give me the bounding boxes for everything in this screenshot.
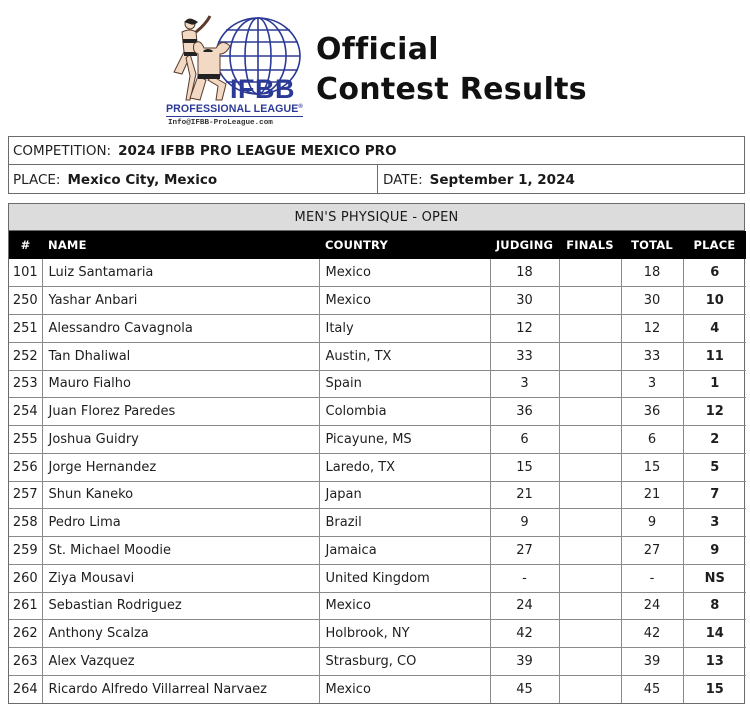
judging-score: 15	[490, 453, 559, 481]
finals-score	[559, 315, 621, 343]
athlete-name: Alex Vazquez	[42, 648, 319, 676]
finals-score	[559, 342, 621, 370]
athlete-country: Spain	[319, 370, 490, 398]
total-score: 33	[621, 342, 683, 370]
finals-score	[559, 287, 621, 315]
date-cell	[378, 165, 744, 194]
finals-score	[559, 564, 621, 592]
finals-score	[559, 675, 621, 703]
table-row	[9, 592, 746, 620]
athlete-name: Luiz Santamaria	[42, 259, 319, 287]
athlete-name: Yashar Anbari	[42, 287, 319, 315]
judging-score: 36	[490, 398, 559, 426]
placing: 12	[683, 398, 746, 426]
registered-mark: ®	[298, 104, 303, 110]
results-table-container	[8, 203, 745, 704]
athlete-number: 262	[9, 620, 42, 648]
placing: NS	[683, 564, 746, 592]
results-table	[9, 231, 746, 703]
title-line-2: Contest Results	[316, 72, 587, 107]
date-label: DATE:	[383, 171, 423, 188]
judging-score: 3	[490, 370, 559, 398]
ifbb-pro-league-logo	[160, 14, 308, 127]
athlete-number: 257	[9, 481, 42, 509]
table-row	[9, 453, 746, 481]
judging-score: 6	[490, 426, 559, 454]
table-row	[9, 287, 746, 315]
athlete-number: 255	[9, 426, 42, 454]
placing: 9	[683, 537, 746, 565]
finals-score	[559, 592, 621, 620]
placing: 11	[683, 342, 746, 370]
placing: 15	[683, 675, 746, 703]
table-row	[9, 648, 746, 676]
category-title: MEN'S PHYSIQUE - OPEN	[9, 204, 744, 231]
competition-info-box	[8, 136, 745, 194]
total-score: 27	[621, 537, 683, 565]
athlete-number: 258	[9, 509, 42, 537]
table-row	[9, 426, 746, 454]
finals-score	[559, 648, 621, 676]
athlete-country: Laredo, TX	[319, 453, 490, 481]
finals-score	[559, 259, 621, 287]
page-title	[316, 30, 587, 110]
athlete-number: 261	[9, 592, 42, 620]
table-row	[9, 564, 746, 592]
judging-score: 33	[490, 342, 559, 370]
place-value: Mexico City, Mexico	[67, 171, 218, 188]
athlete-country: Mexico	[319, 259, 490, 287]
placing: 14	[683, 620, 746, 648]
athlete-country: Mexico	[319, 675, 490, 703]
athlete-number: 101	[9, 259, 42, 287]
finals-score	[559, 426, 621, 454]
table-row	[9, 398, 746, 426]
placing: 8	[683, 592, 746, 620]
athlete-name: Ricardo Alfredo Villarreal Narvaez	[42, 675, 319, 703]
athlete-country: Japan	[319, 481, 490, 509]
judging-score: 18	[490, 259, 559, 287]
competition-value: 2024 IFBB PRO LEAGUE MEXICO PRO	[118, 142, 397, 159]
table-row	[9, 259, 746, 287]
table-row	[9, 675, 746, 703]
finals-score	[559, 537, 621, 565]
total-score: 45	[621, 675, 683, 703]
place-label: PLACE:	[13, 171, 61, 188]
athlete-name: Joshua Guidry	[42, 426, 319, 454]
table-row	[9, 370, 746, 398]
judging-score: 21	[490, 481, 559, 509]
table-row	[9, 537, 746, 565]
total-score: 36	[621, 398, 683, 426]
finals-score	[559, 370, 621, 398]
total-score: 24	[621, 592, 683, 620]
column-header-finals: FINALS	[566, 238, 614, 252]
judging-score: 39	[490, 648, 559, 676]
finals-score	[559, 481, 621, 509]
date-value: September 1, 2024	[429, 171, 575, 188]
table-row	[9, 620, 746, 648]
placing: 2	[683, 426, 746, 454]
athlete-name: Tan Dhaliwal	[42, 342, 319, 370]
athlete-country: Colombia	[319, 398, 490, 426]
placing: 6	[683, 259, 746, 287]
place-date-row	[9, 165, 744, 194]
place-cell	[9, 165, 378, 194]
judging-score: 12	[490, 315, 559, 343]
placing: 4	[683, 315, 746, 343]
column-header-name: NAME	[48, 238, 87, 252]
athlete-number: 256	[9, 453, 42, 481]
logo-email: Info@IFBB-ProLeague.com	[168, 119, 273, 127]
logo-brand-text: IFBB	[230, 74, 295, 104]
placing: 3	[683, 509, 746, 537]
athlete-country: Mexico	[319, 287, 490, 315]
total-score: 12	[621, 315, 683, 343]
finals-score	[559, 453, 621, 481]
judging-score: 27	[490, 537, 559, 565]
athlete-name: Mauro Fialho	[42, 370, 319, 398]
table-row	[9, 481, 746, 509]
athlete-number: 260	[9, 564, 42, 592]
competition-label: COMPETITION:	[13, 142, 112, 159]
athlete-country: Brazil	[319, 509, 490, 537]
athlete-number: 251	[9, 315, 42, 343]
table-row	[9, 342, 746, 370]
athlete-name: Anthony Scalza	[42, 620, 319, 648]
title-line-1: Official	[316, 32, 439, 67]
total-score: 39	[621, 648, 683, 676]
total-score: 18	[621, 259, 683, 287]
total-score: -	[621, 564, 683, 592]
logo-league-text	[166, 104, 303, 117]
athlete-name: Juan Florez Paredes	[42, 398, 319, 426]
athlete-name: St. Michael Moodie	[42, 537, 319, 565]
athlete-number: 250	[9, 287, 42, 315]
competition-cell	[9, 137, 397, 164]
judging-score: 30	[490, 287, 559, 315]
total-score: 30	[621, 287, 683, 315]
column-header-number: #	[20, 238, 31, 252]
athlete-number: 259	[9, 537, 42, 565]
athlete-name: Ziya Mousavi	[42, 564, 319, 592]
table-header-row	[9, 231, 746, 259]
competition-row	[9, 137, 744, 165]
total-score: 3	[621, 370, 683, 398]
athlete-country: Austin, TX	[319, 342, 490, 370]
athlete-country: Jamaica	[319, 537, 490, 565]
table-row	[9, 315, 746, 343]
athlete-name: Jorge Hernandez	[42, 453, 319, 481]
column-header-place: PLACE	[693, 238, 736, 252]
placing: 5	[683, 453, 746, 481]
logo-league-label: PROFESSIONAL LEAGUE	[166, 103, 299, 115]
placing: 1	[683, 370, 746, 398]
athlete-number: 254	[9, 398, 42, 426]
athlete-country: United Kingdom	[319, 564, 490, 592]
total-score: 15	[621, 453, 683, 481]
total-score: 21	[621, 481, 683, 509]
table-row	[9, 509, 746, 537]
finals-score	[559, 509, 621, 537]
athlete-number: 263	[9, 648, 42, 676]
athlete-name: Pedro Lima	[42, 509, 319, 537]
athlete-name: Alessandro Cavagnola	[42, 315, 319, 343]
column-header-total: TOTAL	[631, 238, 673, 252]
column-header-judging: JUDGING	[495, 238, 554, 252]
finals-score	[559, 398, 621, 426]
placing: 10	[683, 287, 746, 315]
judging-score: 42	[490, 620, 559, 648]
results-table-body	[9, 259, 746, 703]
athlete-name: Sebastian Rodriguez	[42, 592, 319, 620]
placing: 13	[683, 648, 746, 676]
finals-score	[559, 620, 621, 648]
total-score: 9	[621, 509, 683, 537]
athlete-number: 253	[9, 370, 42, 398]
judging-score: -	[490, 564, 559, 592]
athlete-country: Italy	[319, 315, 490, 343]
athlete-country: Strasburg, CO	[319, 648, 490, 676]
judging-score: 45	[490, 675, 559, 703]
athlete-country: Picayune, MS	[319, 426, 490, 454]
athlete-country: Holbrook, NY	[319, 620, 490, 648]
placing: 7	[683, 481, 746, 509]
athlete-number: 252	[9, 342, 42, 370]
judging-score: 9	[490, 509, 559, 537]
athlete-number: 264	[9, 675, 42, 703]
judging-score: 24	[490, 592, 559, 620]
total-score: 6	[621, 426, 683, 454]
athlete-country: Mexico	[319, 592, 490, 620]
athlete-name: Shun Kaneko	[42, 481, 319, 509]
total-score: 42	[621, 620, 683, 648]
column-header-country: COUNTRY	[325, 238, 388, 252]
